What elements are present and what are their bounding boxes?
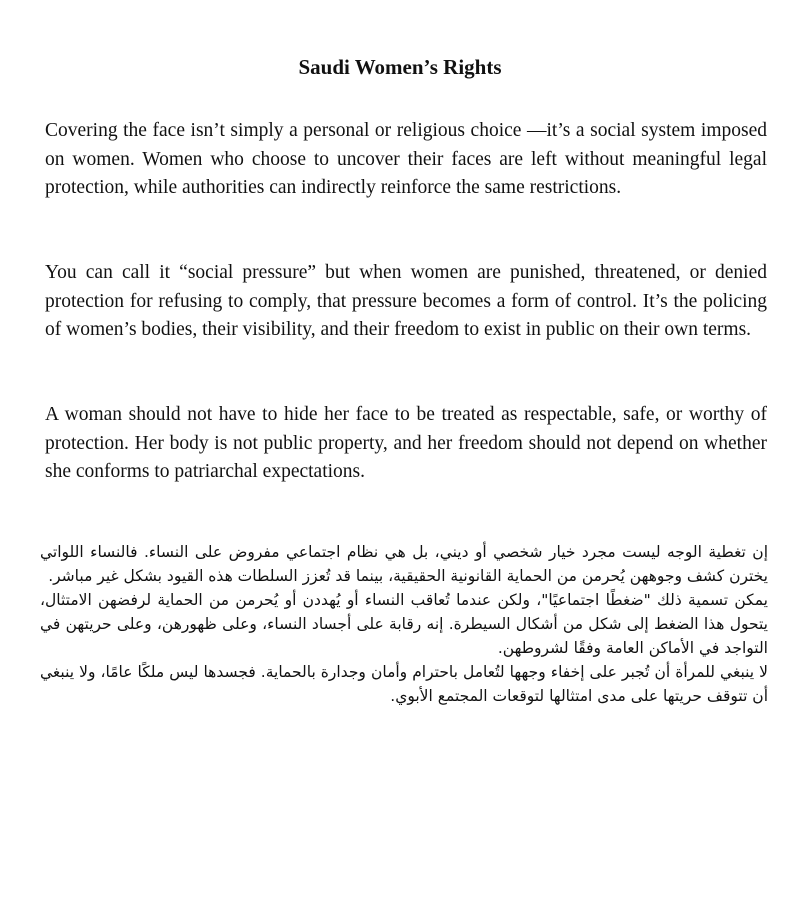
arabic-paragraph-3: لا ينبغي للمرأة أن تُجبر على إخفاء وجهها لتُعامل باحترام وأمان وجدارة بالحماية. فجسدها ليس ملكًا عامًا، ولا ينبغي أن تتوقف حريتها على مدى امتثالها لتوقعات المجتمع الأبوي. (40, 663, 768, 705)
arabic-text-block (40, 540, 768, 708)
arabic-paragraph-2: يمكن تسمية ذلك "ضغطًا اجتماعيًا"، ولكن عندما تُعاقب النساء أو يُهددن أو يُحرمن من الحماية لرفضهن الامتثال، يتحول هذا الضغط إلى شكل من أشكال السيطرة. إنه رقابة على أجساد النساء، وعلى ظهورهن، وعلى حريتهن في التواجد في الأماكن العامة وفقًا لشروطهن. (40, 591, 768, 657)
arabic-paragraph-1: إن تغطية الوجه ليست مجرد خيار شخصي أو ديني، بل هي نظام اجتماعي مفروض على النساء. فالنساء اللواتي يخترن كشف وجوههن يُحرمن من الحماية القانونية الحقيقية، بينما قد تُعزز السلطات هذه القيود بشكل غير مباشر. (40, 543, 768, 585)
english-paragraph-2: You can call it “social pressure” but when women are punished, threatened, or denied protection for refusing to comply, that pressure becomes a form of control. It’s the policing of women’s bodies, their visibility, and their freedom to exist in public on their own terms. (45, 262, 767, 340)
document-title: Saudi Women’s Rights (298, 55, 502, 79)
english-paragraph-3: A woman should not have to hide her face to be treated as respectable, safe, or worthy of protection. Her body is not public property, and her freedom should not depend on whether she conforms to patriarchal expectations. (45, 404, 767, 482)
english-paragraph-1: Covering the face isn’t simply a personal or religious choice —it’s a social system imposed on women. Women who choose to uncover their faces are left without meaningful legal protection, while authorities can indirectly reinforce the same restrictions. (45, 120, 767, 198)
